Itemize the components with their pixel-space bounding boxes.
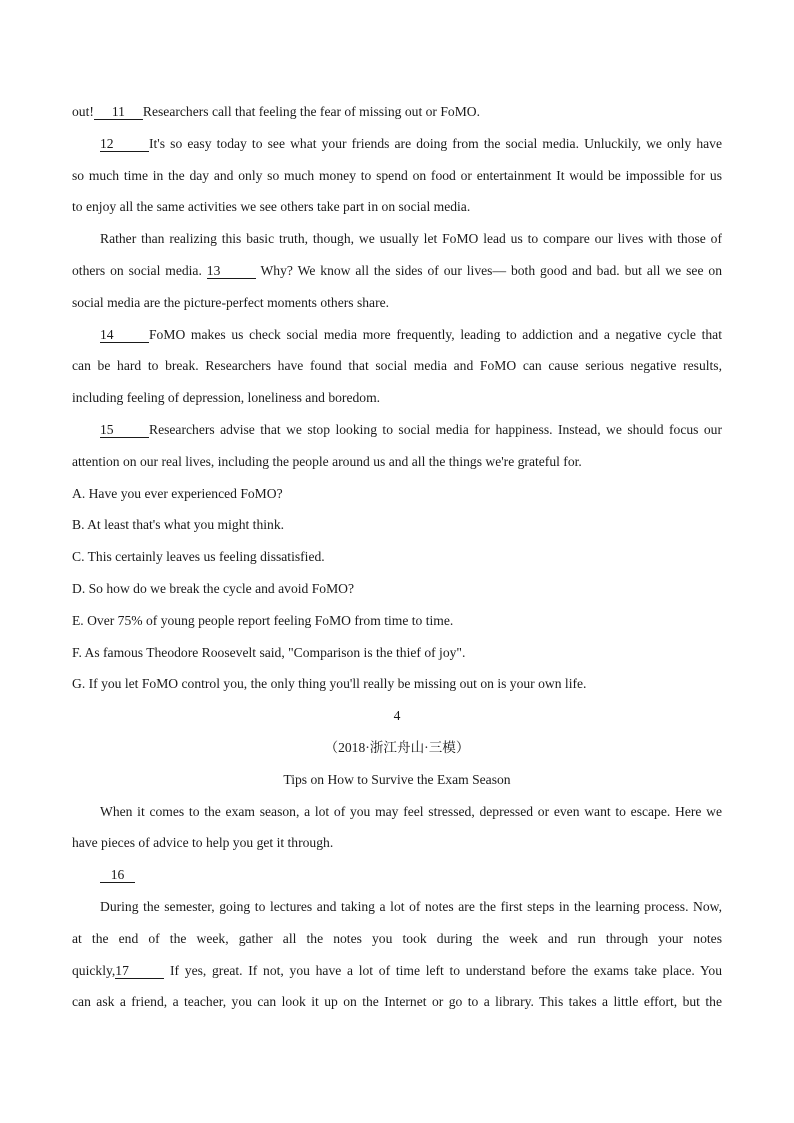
option-b: B. At least that's what you might think. bbox=[72, 517, 285, 533]
option-g: G. If you let FoMO control you, the only thing you'll really be missing out on is your own life. bbox=[72, 676, 587, 692]
paragraph-17-line-2: at the end of the week, gather all the notes you took during the week and run through your notes bbox=[72, 930, 722, 946]
option-f: F. As famous Theodore Roosevelt said, "Comparison is the thief of joy". bbox=[72, 644, 466, 660]
blank-16-line bbox=[72, 859, 722, 891]
option-a: A. Have you ever experienced FoMO? bbox=[72, 485, 283, 501]
blank-16: 16 bbox=[100, 867, 135, 883]
blank-14: 14 bbox=[100, 327, 149, 343]
text: Researchers advise that we stop looking to social media for happiness. Instead, we should focus our bbox=[149, 421, 722, 437]
option-c: C. This certainly leaves us feeling dissatisfied. bbox=[72, 549, 325, 565]
paragraph-12-line-2: so much time in the day and only so much money to spend on food or entertainment It would be impossible for us bbox=[72, 167, 722, 183]
text: Why? We know all the sides of our lives— both good and bad. but all we see on bbox=[260, 262, 722, 278]
document-page bbox=[72, 96, 722, 1018]
text: out! bbox=[72, 104, 94, 119]
blank-12: 12 bbox=[100, 136, 149, 152]
paragraph-15-line-2: attention on our real lives, including the people around us and all the things we're grateful for. bbox=[72, 453, 582, 469]
option-d: D. So how do we break the cycle and avoid FoMO? bbox=[72, 580, 355, 596]
intro-line-2: have pieces of advice to help you get it through. bbox=[72, 835, 334, 851]
text: It's so easy today to see what your friends are doing from the social media. Unluckily, we only have bbox=[149, 135, 722, 151]
passage-source: （2018·浙江舟山·三模） bbox=[324, 739, 470, 755]
blank-17: 17 bbox=[115, 963, 164, 979]
paragraph-14-line-2: can be hard to break. Researchers have found that social media and FoMO can cause serious negative results, bbox=[72, 358, 722, 374]
paragraph-13-line-1: Rather than realizing this basic truth, though, we usually let FoMO lead us to compare our lives with those of bbox=[100, 231, 722, 247]
paragraph-14-line-1 bbox=[72, 319, 722, 351]
paragraph-13-line-2 bbox=[72, 255, 722, 287]
paragraph-17-line-1: During the semester, going to lectures and taking a lot of notes are the first steps in the learning process. Now, bbox=[100, 898, 722, 914]
blank-15: 15 bbox=[100, 422, 149, 438]
text: If yes, great. If not, you have a lot of time left to understand before the exams take place. You bbox=[170, 962, 722, 978]
passage3-line-1 bbox=[72, 96, 722, 128]
blank-13: 13 bbox=[207, 263, 256, 279]
paragraph-12-line-1 bbox=[72, 128, 722, 160]
paragraph-17-line-3 bbox=[72, 955, 722, 987]
paragraph-13-line-3: social media are the picture-perfect moments others share. bbox=[72, 294, 390, 310]
paragraph-15-line-1 bbox=[72, 414, 722, 446]
text: others on social media. bbox=[72, 262, 202, 278]
text: FoMO makes us check social media more frequently, leading to addiction and a negative cycle that bbox=[149, 326, 722, 342]
blank-11: 11 bbox=[94, 104, 143, 120]
passage-title: Tips on How to Survive the Exam Season bbox=[283, 771, 511, 787]
passage-number: 4 bbox=[393, 708, 401, 724]
intro-line-1: When it comes to the exam season, a lot of you may feel stressed, depressed or even want to escape. Here we bbox=[100, 803, 722, 819]
paragraph-14-line-3: including feeling of depression, loneliness and boredom. bbox=[72, 390, 381, 406]
text: quickly, bbox=[72, 962, 116, 978]
paragraph-12-line-3: to enjoy all the same activities we see others take part in on social media. bbox=[72, 199, 471, 215]
text: Researchers call that feeling the fear of missing out or FoMO. bbox=[142, 104, 481, 119]
paragraph-17-line-4: can ask a friend, a teacher, you can look it up on the Internet or go to a library. This takes a little effort, but the bbox=[72, 994, 722, 1010]
option-e: E. Over 75% of young people report feeling FoMO from time to time. bbox=[72, 612, 454, 628]
